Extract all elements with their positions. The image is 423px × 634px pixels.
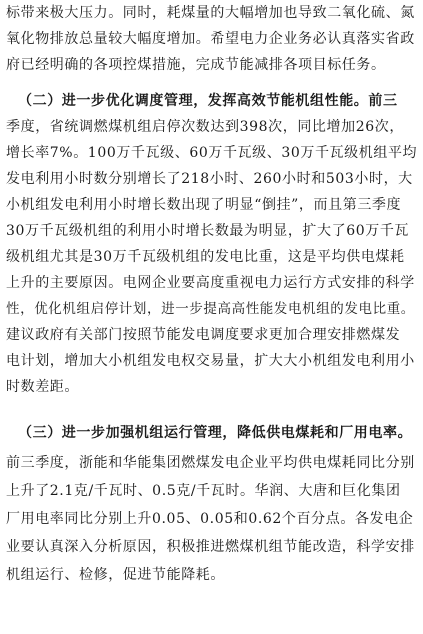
section-heading-2: （二）进一步优化调度管理，发挥高效节能机组性能。前三 <box>18 93 398 109</box>
text-line: 氧化物排放总量较大幅度增加。希望电力企业务必认真落实省政 <box>6 31 415 47</box>
text-line: 小机组发电利用小时增长数出现了明显“倒挂”，而且第三季度 <box>6 197 402 213</box>
text-line: 电计划，增加大小机组发电权交易量，扩大大小机组发电利用小 <box>6 353 415 369</box>
text-line: 性，优化机组启停计划，进一步提高高性能发电机组的发电比重。 <box>6 301 415 317</box>
text-line: 季度，省统调燃煤机组启停次数达到398次，同比增加26次， <box>6 119 404 135</box>
text-line: 建议政府有关部门按照节能发电调度要求更加合理安排燃煤发 <box>6 327 401 343</box>
section-heading-3: （三）进一步加强机组运行管理，降低供电煤耗和厂用电率。 <box>18 425 413 441</box>
text-line: 府已经明确的各项控煤措施，完成节能减排各项目标任务。 <box>6 57 386 73</box>
text-line: 时数差距。 <box>6 379 79 395</box>
text-line: 上升的主要原因。电网企业要高度重视电力运行方式安排的科学 <box>6 275 415 291</box>
text-line: 30万千瓦级机组的利用小时增长数最为明显，扩大了60万千瓦 <box>6 223 410 239</box>
text-line: 级机组尤其是30万千瓦级机组的发电比重，这是平均供电煤耗 <box>6 249 405 265</box>
text-line: 机组运行、检修，促进节能降耗。 <box>6 567 225 583</box>
text-line: 厂用电率同比分别上升0.05、0.05和0.62个百分点。各发电企 <box>6 511 414 527</box>
text-line: 标带来极大压力。同时，耗煤量的大幅增加也导致二氧化硫、氮 <box>6 5 415 21</box>
text-line: 上升了2.1克/千瓦时、0.5克/千瓦时。华润、大唐和巨化集团 <box>6 483 401 499</box>
text-line: 发电利用小时数分别增长了218小时、260小时和503小时，大 <box>6 171 413 187</box>
text-line: 前三季度，浙能和华能集团燃煤发电企业平均供电煤耗同比分别 <box>6 455 415 471</box>
text-line: 业要认真深入分析原因，积极推进燃煤机组节能改造，科学安排 <box>6 539 415 555</box>
text-line: 增长率7%。100万千瓦级、60万千瓦级、30万千瓦级机组平均 <box>6 145 417 161</box>
